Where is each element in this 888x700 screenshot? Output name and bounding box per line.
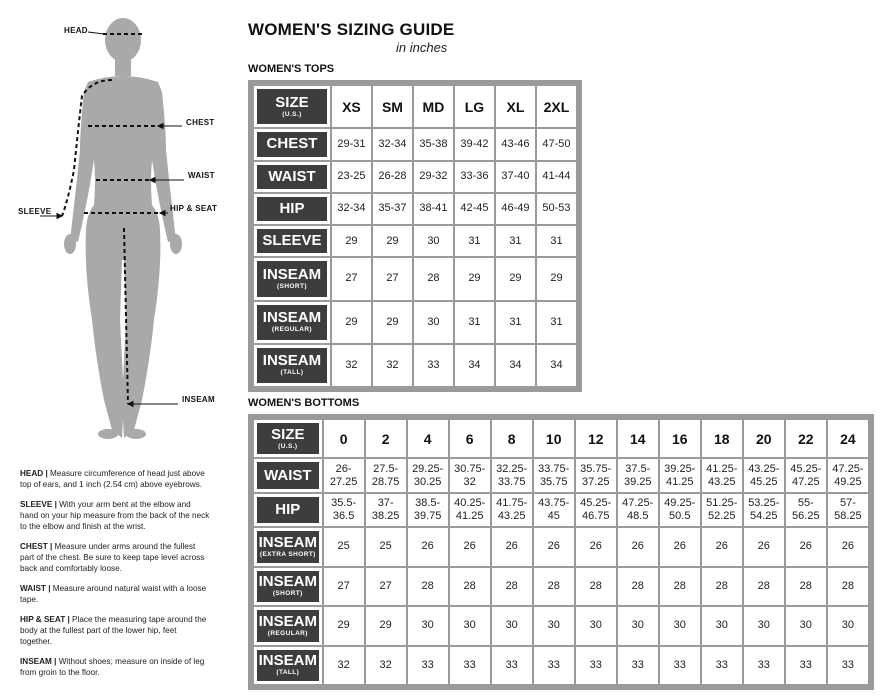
row-label-text: HIP (279, 199, 305, 217)
callout-chest: CHEST (186, 118, 215, 127)
table-row (254, 302, 576, 343)
row-label (254, 302, 330, 343)
table-cell: 28 (414, 258, 453, 299)
table-cell: 43-46 (496, 129, 535, 159)
table-cell: 31 (537, 302, 576, 343)
size-header-cell: 8 (492, 420, 532, 457)
table-cell: 26 (534, 528, 574, 565)
table-cell: 23-25 (332, 162, 371, 192)
table-cell: 31 (537, 226, 576, 256)
row-label-box (257, 650, 319, 681)
table-cell: 28 (450, 568, 490, 605)
table-cell: 31 (496, 302, 535, 343)
table-cell: 41-44 (537, 162, 576, 192)
size-header-cell: SM (373, 86, 412, 127)
table-cell: 28 (828, 568, 868, 605)
table-cell: 43.25- 45.25 (744, 459, 784, 491)
size-header-cell: 6 (450, 420, 490, 457)
table-cell: 37-40 (496, 162, 535, 192)
table-cell: 43.75- 45 (534, 494, 574, 526)
table-cell: 28 (660, 568, 700, 605)
table-cell: 28 (408, 568, 448, 605)
table-cell: 35-37 (373, 194, 412, 224)
table-cell: 50-53 (537, 194, 576, 224)
size-header-cell: 4 (408, 420, 448, 457)
row-label-box (257, 571, 319, 602)
instruction-chest: CHEST | Measure under arms around the fullest part of the chest. Be sure to keep tape level across back and comfortably loose. (20, 542, 205, 573)
row-label-text: INSEAM (258, 533, 317, 551)
row-label (254, 528, 322, 565)
table-cell: 30 (744, 607, 784, 644)
table-row (254, 162, 576, 192)
callout-head: HEAD (64, 26, 88, 35)
table-cell: 26 (660, 528, 700, 565)
row-label-box (257, 348, 327, 383)
table-cell: 27 (373, 258, 412, 299)
table-cell: 32-34 (332, 194, 371, 224)
table-row (254, 607, 868, 644)
table-cell: 32 (324, 647, 364, 684)
table-cell: 31 (455, 226, 494, 256)
table-cell: 26 (492, 528, 532, 565)
row-label-subtext: (SHORT) (272, 590, 303, 598)
table-row (254, 258, 576, 299)
row-label (254, 647, 322, 684)
table-cell: 42-45 (455, 194, 494, 224)
table-cell: 30 (408, 607, 448, 644)
table-cell: 27 (332, 258, 371, 299)
instruction-inseam: INSEAM | Without shoes; measure on inside of leg from groin to the floor. (20, 657, 205, 677)
table-cell: 33 (534, 647, 574, 684)
table-cell: 26 (450, 528, 490, 565)
table-cell: 29 (496, 258, 535, 299)
row-label-box (257, 305, 327, 340)
table-cell: 29 (455, 258, 494, 299)
table-cell: 33 (492, 647, 532, 684)
row-label (254, 226, 330, 256)
table-row (254, 345, 576, 386)
size-header-cell: 0 (324, 420, 364, 457)
table-cell: 26-28 (373, 162, 412, 192)
callout-hip-seat: HIP & SEAT (170, 204, 218, 213)
table-cell: 29 (332, 226, 371, 256)
row-label (254, 194, 330, 224)
row-label-text: WAIST (268, 167, 316, 185)
row-label-text: INSEAM (258, 573, 317, 591)
row-label-text: INSEAM (258, 652, 317, 670)
callout-waist: WAIST (188, 171, 215, 180)
table-cell: 29 (332, 302, 371, 343)
table-row (254, 494, 868, 526)
table-cell: 30 (414, 226, 453, 256)
size-header-cell: 2XL (537, 86, 576, 127)
table-cell: 35.5- 36.5 (324, 494, 364, 526)
table-cell: 28 (702, 568, 742, 605)
row-label (254, 86, 330, 127)
table-row (254, 226, 576, 256)
table-cell: 57- 58.25 (828, 494, 868, 526)
table-cell: 28 (618, 568, 658, 605)
table-cell: 46-49 (496, 194, 535, 224)
table-cell: 26 (702, 528, 742, 565)
table-cell: 32 (332, 345, 371, 386)
table-cell: 26 (744, 528, 784, 565)
callout-sleeve: SLEEVE (18, 207, 52, 216)
instruction-hip-seat: HIP & SEAT | Place the measuring tape around the body at the fullest part of the lower hip, feet together. (20, 615, 207, 646)
table-cell: 40.25- 41.25 (450, 494, 490, 526)
table-cell: 29 (537, 258, 576, 299)
row-label-text: HIP (275, 501, 301, 519)
row-label-text: INSEAM (262, 352, 322, 370)
table-cell: 47.25- 49.25 (828, 459, 868, 491)
table-cell: 47-50 (537, 129, 576, 159)
table-cell: 27 (366, 568, 406, 605)
table-cell: 29 (366, 607, 406, 644)
row-label-subtext: (EXTRA SHORT) (259, 550, 316, 558)
table-cell: 30 (786, 607, 826, 644)
row-label-box (257, 462, 319, 488)
table-cell: 33 (786, 647, 826, 684)
row-label-text: SIZE (271, 425, 305, 443)
tops-table (252, 84, 578, 388)
table-cell: 32-34 (373, 129, 412, 159)
row-label (254, 494, 322, 526)
table-row (254, 568, 868, 605)
row-label-box (257, 610, 319, 641)
row-label-text: INSEAM (262, 309, 322, 327)
table-cell: 25 (324, 528, 364, 565)
size-header-cell: LG (455, 86, 494, 127)
table-header-row (254, 420, 868, 457)
table-cell: 32 (366, 647, 406, 684)
table-row (254, 528, 868, 565)
page-title: WOMEN'S SIZING GUIDE (248, 20, 455, 39)
row-label-text: INSEAM (258, 612, 317, 630)
table-cell: 33 (618, 647, 658, 684)
table-cell: 29.25- 30.25 (408, 459, 448, 491)
row-label-box (257, 89, 327, 124)
table-cell: 33-36 (455, 162, 494, 192)
tops-heading: WOMEN'S TOPS (248, 63, 335, 75)
table-row (254, 129, 576, 159)
row-label-text: INSEAM (262, 265, 322, 283)
table-cell: 38-41 (414, 194, 453, 224)
row-label (254, 568, 322, 605)
female-silhouette-icon (0, 0, 240, 450)
row-label-box (257, 261, 327, 296)
size-header-cell: MD (414, 86, 453, 127)
instruction-waist: WAIST | Measure around natural waist with a loose tape. (20, 584, 207, 604)
size-header-cell: 18 (702, 420, 742, 457)
table-row (254, 459, 868, 491)
table-cell: 53.25- 54.25 (744, 494, 784, 526)
table-cell: 27.5- 28.75 (366, 459, 406, 491)
table-cell: 29-31 (332, 129, 371, 159)
size-header-cell: 14 (618, 420, 658, 457)
table-cell: 35-38 (414, 129, 453, 159)
body-measurement-figure (0, 0, 240, 450)
table-cell: 26 (828, 528, 868, 565)
row-label-box (257, 132, 327, 156)
row-label-box (257, 497, 319, 523)
table-cell: 34 (537, 345, 576, 386)
row-label (254, 607, 322, 644)
table-cell: 30 (534, 607, 574, 644)
table-cell: 41.75- 43.25 (492, 494, 532, 526)
table-cell: 30 (414, 302, 453, 343)
table-row (254, 194, 576, 224)
row-label (254, 345, 330, 386)
table-cell: 30 (702, 607, 742, 644)
row-label (254, 258, 330, 299)
table-cell: 33 (828, 647, 868, 684)
tops-table-frame (248, 80, 582, 392)
callout-inseam: INSEAM (182, 395, 215, 404)
instruction-sleeve: SLEEVE | With your arm bent at the elbow and hand on your hip measure from the back of the neck to the elbow and finish at the wrist. (20, 500, 210, 531)
table-cell: 30 (660, 607, 700, 644)
table-cell: 30 (618, 607, 658, 644)
table-cell: 28 (786, 568, 826, 605)
table-cell: 37- 38.25 (366, 494, 406, 526)
row-label-subtext: (REGULAR) (267, 629, 308, 637)
table-cell: 26 (618, 528, 658, 565)
row-label-text: SIZE (275, 93, 309, 111)
row-label-text: WAIST (264, 466, 312, 484)
row-label (254, 420, 322, 457)
table-cell: 38.5- 39.75 (408, 494, 448, 526)
measurement-instructions (20, 468, 210, 687)
table-cell: 33 (408, 647, 448, 684)
size-header-cell: XS (332, 86, 371, 127)
table-cell: 37.5- 39.25 (618, 459, 658, 491)
bottoms-table (252, 418, 870, 686)
row-label-box (257, 197, 327, 221)
row-label-text: SLEEVE (262, 232, 322, 250)
page-subtitle: in inches (396, 40, 448, 55)
table-cell: 34 (455, 345, 494, 386)
row-label-subtext: (REGULAR) (271, 326, 312, 334)
table-cell: 28 (744, 568, 784, 605)
table-cell: 26 (408, 528, 448, 565)
row-label (254, 129, 330, 159)
table-cell: 33 (702, 647, 742, 684)
table-cell: 49.25- 50.5 (660, 494, 700, 526)
table-cell: 35.75- 37.25 (576, 459, 616, 491)
row-label-subtext: (TALL) (280, 369, 304, 377)
table-cell: 29 (373, 226, 412, 256)
size-header-cell: 10 (534, 420, 574, 457)
table-cell: 33 (660, 647, 700, 684)
table-cell: 31 (496, 226, 535, 256)
table-cell: 26- 27.25 (324, 459, 364, 491)
row-label (254, 459, 322, 491)
table-cell: 41.25- 43.25 (702, 459, 742, 491)
row-label-box (257, 165, 327, 189)
row-label (254, 162, 330, 192)
row-label-subtext: (U.S.) (282, 110, 302, 118)
bottoms-table-frame (248, 414, 874, 690)
instruction-head: HEAD | Measure circumference of head just above top of ears, and 1 inch (2.54 cm) above eyebrows. (20, 469, 205, 489)
table-cell: 28 (492, 568, 532, 605)
table-cell: 39.25- 41.25 (660, 459, 700, 491)
size-header-cell: 24 (828, 420, 868, 457)
table-cell: 32.25- 33.75 (492, 459, 532, 491)
table-cell: 30 (576, 607, 616, 644)
table-cell: 34 (496, 345, 535, 386)
row-label-text: CHEST (266, 135, 318, 153)
table-row (254, 647, 868, 684)
table-header-row (254, 86, 576, 127)
size-header-cell: 20 (744, 420, 784, 457)
table-cell: 28 (576, 568, 616, 605)
bottoms-heading: WOMEN'S BOTTOMS (248, 397, 360, 409)
size-header-cell: 16 (660, 420, 700, 457)
table-cell: 30.75- 32 (450, 459, 490, 491)
size-header-cell: 22 (786, 420, 826, 457)
table-cell: 25 (366, 528, 406, 565)
table-cell: 33 (576, 647, 616, 684)
size-header-cell: XL (496, 86, 535, 127)
table-cell: 26 (576, 528, 616, 565)
size-header-cell: 12 (576, 420, 616, 457)
table-cell: 31 (455, 302, 494, 343)
table-cell: 33 (450, 647, 490, 684)
row-label-box (257, 229, 327, 253)
row-label-subtext: (U.S.) (278, 442, 298, 450)
table-cell: 29 (324, 607, 364, 644)
table-cell: 33 (744, 647, 784, 684)
table-cell: 33.75- 35.75 (534, 459, 574, 491)
table-cell: 55- 56.25 (786, 494, 826, 526)
row-label-subtext: (TALL) (276, 669, 300, 677)
table-cell: 32 (373, 345, 412, 386)
table-cell: 26 (786, 528, 826, 565)
table-cell: 45.25- 46.75 (576, 494, 616, 526)
table-cell: 29-32 (414, 162, 453, 192)
table-cell: 47.25- 48.5 (618, 494, 658, 526)
table-cell: 45.25- 47.25 (786, 459, 826, 491)
table-cell: 39-42 (455, 129, 494, 159)
table-cell: 33 (414, 345, 453, 386)
table-cell: 30 (450, 607, 490, 644)
table-cell: 30 (828, 607, 868, 644)
table-cell: 51.25- 52.25 (702, 494, 742, 526)
row-label-box (257, 423, 319, 454)
table-cell: 29 (373, 302, 412, 343)
row-label-box (257, 531, 319, 562)
table-cell: 30 (492, 607, 532, 644)
size-header-cell: 2 (366, 420, 406, 457)
table-cell: 27 (324, 568, 364, 605)
table-cell: 28 (534, 568, 574, 605)
row-label-subtext: (SHORT) (277, 282, 307, 290)
